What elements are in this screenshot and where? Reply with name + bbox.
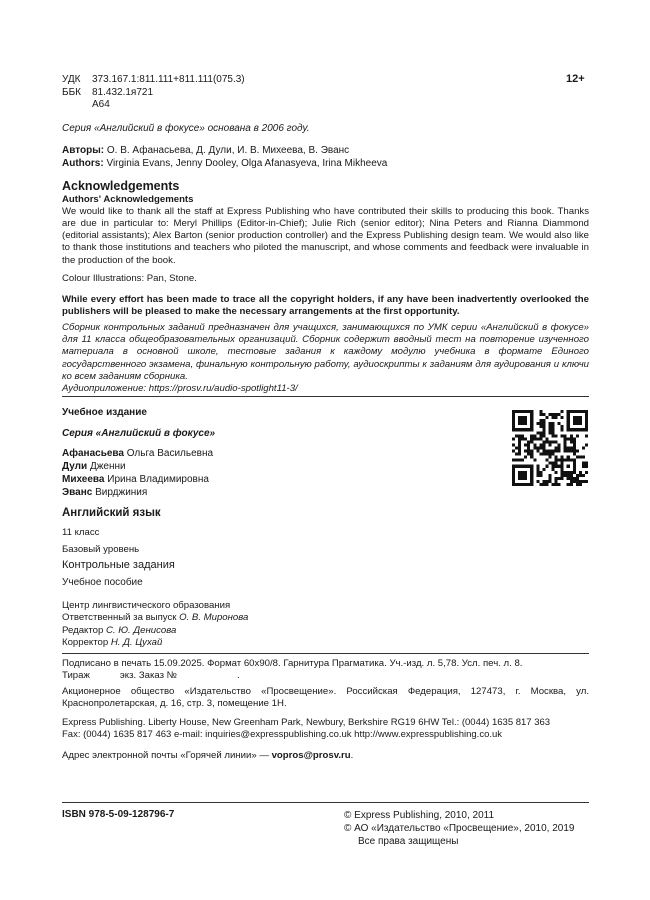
publisher-ru: Акционерное общество «Издательство «Просвещение». Российская Федерация, 127473, г. Москва, ул. Краснопролетарская, д. 16, стр. 3, помещение 1Н. xyxy=(62,686,589,710)
udk-block xyxy=(62,74,245,112)
rights-reserved: Все права защищены xyxy=(358,836,459,847)
credits-responsible: Ответственный за выпуск О. В. Миронова xyxy=(62,612,249,624)
book-title: Контрольные задания xyxy=(62,559,175,571)
edition-author: Афанасьева Ольга Васильевна xyxy=(62,448,214,459)
authors-en-names: Virginia Evans, Jenny Dooley, Olga Afanasyeva, Irina Mikheeva xyxy=(106,157,388,169)
isbn: ISBN 978-5-09-128796-7 xyxy=(62,809,175,820)
copyright-notice: While every effort has been made to trace all the copyright holders, if any have been inadvertently overlooked the publishers will be pleased to make the necessary arrangements at the first opportunity. xyxy=(62,294,589,318)
divider-1 xyxy=(62,396,589,397)
credits xyxy=(62,600,248,649)
print-line-2: Тираж экз. Заказ № . xyxy=(62,670,240,682)
series-note: Серия «Английский в фокусе» основана в 2006 году. xyxy=(62,123,310,134)
udk-label: УДК xyxy=(62,74,81,85)
level: Базовый уровень xyxy=(62,544,140,555)
edition-type: Учебное издание xyxy=(62,407,147,418)
audio-link: Аудиоприложение: https://prosv.ru/audio-spotlight11-3/ xyxy=(62,382,298,394)
edition-author: Дули Дженни xyxy=(62,461,126,472)
bbk-value: 81.432.1я721 xyxy=(92,86,154,98)
book-kind: Учебное пособие xyxy=(62,577,143,588)
edition-series: Серия «Английский в фокусе» xyxy=(62,428,216,439)
author-mark: А64 xyxy=(92,99,110,111)
hotline-email: vopros@prosv.ru xyxy=(271,750,351,761)
ack-title: Acknowledgements xyxy=(62,179,180,193)
authors-block xyxy=(62,145,387,170)
illustrations-credit: Colour Illustrations: Pan, Stone. xyxy=(62,273,197,284)
publisher-en-line-1: Express Publishing. Liberty House, New Greenham Park, Newbury, Berkshire RG19 6HW Tel.: (0044) 1635 817 363 xyxy=(62,717,551,728)
abstract-text: Сборник контрольных заданий предназначен для учащихся, занимающихся по УМК серии «Английский в фокусе» для 11 класса общеобразовательных организаций. Сборник содержит вводный тест на повторение изученного материала в основной школе, тестовые задания к каждому модулю учебника в формате Единого государственного экзамена, финальную контрольную работу, аудиоскрипты к заданиям для аудирования и ключи ко всем заданиям сборника. xyxy=(62,322,589,382)
acknowledgements xyxy=(62,180,589,267)
qr-code-icon xyxy=(512,410,588,486)
edition-authors xyxy=(62,447,213,499)
credits-center: Центр лингвистического образования xyxy=(62,600,231,611)
subject-title: Английский язык xyxy=(62,507,161,519)
age-rating: 12+ xyxy=(566,73,585,85)
publisher-en-line-2: Fax: (0044) 1635 817 463 e-mail: inquiries@expresspublishing.co.uk http://www.expresspublishing.co.uk xyxy=(62,729,503,741)
authors-ru-names: О. В. Афанасьева, Д. Дули, И. В. Михеева, В. Эванс xyxy=(106,145,350,156)
ack-subtitle: Authors' Acknowledgements xyxy=(62,193,194,205)
copyright-2: © АО «Издательство «Просвещение», 2010, 2019 xyxy=(344,823,575,834)
abstract xyxy=(62,322,589,395)
print-info xyxy=(62,658,589,682)
ack-body: We would like to thank all the staff at Express Publishing who have contributed their skills to producing this book. Thanks are due in particular to: Meryl Phillips (Editor-in-Chief); Julie Rich (senior editor); Nina Peters and Rianna Diammond (editorial assistants); Alex Barton (senior production controller) and the Express Publishing design team. We would also like to thank those institutions and teachers who piloted the manuscript, and whose comments and feedback were invaluable in the production of the book. xyxy=(62,205,589,266)
credits-corrector: Корректор Н. Д. Цухай xyxy=(62,636,163,648)
hotline: Адрес электронной почты «Горячей линии» — vopros@prosv.ru. xyxy=(62,750,354,761)
grade: 11 класс xyxy=(62,527,100,538)
authors-ru-label: Авторы: xyxy=(62,145,105,156)
bbk-label: ББК xyxy=(62,86,81,98)
authors-en-label: Authors: xyxy=(62,157,104,169)
divider-2 xyxy=(62,653,589,654)
edition-author: Эванс Вирджиния xyxy=(62,487,148,498)
copyright-footer xyxy=(344,809,574,848)
divider-3 xyxy=(62,802,589,803)
udk-value: 373.167.1:811.111+811.111(075.3) xyxy=(92,74,245,85)
credits-editor: Редактор С. Ю. Денисова xyxy=(62,624,177,636)
publisher-en xyxy=(62,717,592,741)
copyright-1: © Express Publishing, 2010, 2011 xyxy=(344,810,495,821)
print-line-1: Подписано в печать 15.09.2025. Формат 60x90/8. Гарнитура Прагматика. Уч.-изд. л. 5,78. Усл. печ. л. 8. xyxy=(62,658,523,669)
edition-author: Михеева Ирина Владимировна xyxy=(62,474,209,485)
